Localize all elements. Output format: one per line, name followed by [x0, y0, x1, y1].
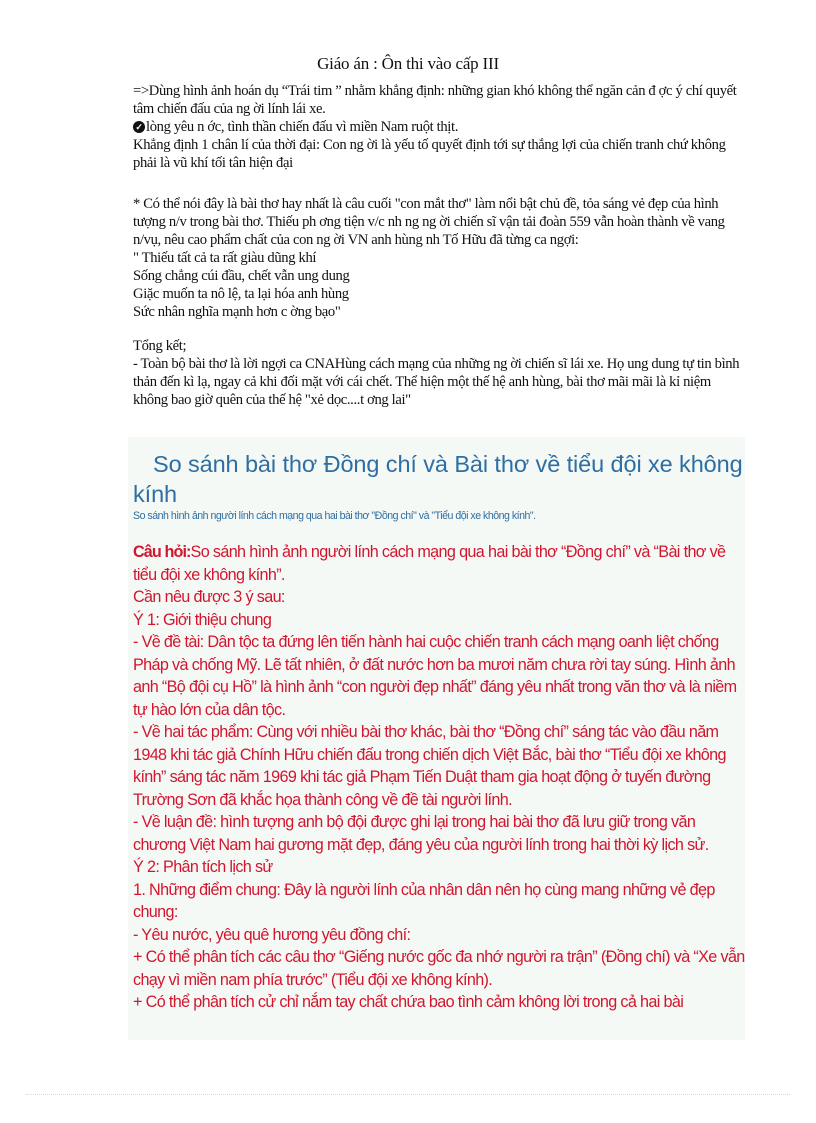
intro-bottom	[133, 195, 745, 409]
article-title-text: So sánh bài thơ Đồng chí và Bài thơ về tiểu đội xe không kính	[133, 451, 743, 507]
body-paragraph: 1. Những điểm chung: Đây là người lính của nhân dân nên họ cùng mang những vẻ đẹp chung:	[133, 880, 715, 921]
body-paragraph: + Có thể phân tích cử chỉ nắm tay chất chứa bao tình cảm không lời trong cả hai bài	[133, 993, 684, 1011]
poem-line: Giặc muốn ta nô lệ, ta lại hóa anh hùng	[133, 286, 349, 302]
body-paragraph: Cần nêu được 3 ý sau:	[133, 588, 285, 606]
intro-paragraph-1: =>Dùng hình ảnh hoán dụ “Trái tim ” nhằm khẳng định: những gian khó không thể ngăn cản đ ợc ý chí quyết tâm chiến đấu của ng ời lính lái xe.	[133, 83, 737, 117]
poem-line: Sức nhân nghĩa mạnh hơn c ờng bạo"	[133, 304, 341, 320]
intro-paragraph-2-text: lòng yêu n ớc, tình thần chiến đấu vì miền Nam ruột thịt.	[146, 119, 459, 135]
footer-rule	[26, 1094, 790, 1095]
article-body	[133, 541, 745, 1014]
intro-paragraph-2	[133, 118, 745, 136]
article-subtitle: So sánh hình ảnh người lính cách mạng qua hai bài thơ "Đồng chí" và "Tiểu đội xe không kính".	[133, 510, 536, 522]
intro-top	[133, 82, 745, 172]
intro-paragraph-4: * Có thể nói đây là bài thơ hay nhất là câu cuối "con mắt thơ" làm nổi bật chủ đề, tỏa sáng vẻ đẹp của hình tượng n/v trong bài thơ. Thiếu ph ơng tiện v/c nh ng ng ời chiến sĩ vận tải đoàn 559 vẫn hoàn thành về vang n/vụ, nêu cao phẩm chất của con ng ời VN anh hùng nh Tố Hữu đã từng ca ngợi:	[133, 196, 725, 248]
summary-label: Tổng kết;	[133, 338, 187, 354]
article-title	[133, 449, 745, 509]
body-paragraph: Ý 2: Phân tích lịch sử	[133, 858, 273, 876]
intro-paragraph-3: Khẳng định 1 chân lí của thời đại: Con ng ời là yếu tố quyết định tới sự thắng lợi của chiến tranh chứ không phải là vũ khí tối tân hiện đại	[133, 137, 726, 171]
body-paragraph: - Về luận đề: hình tượng anh bộ đội được ghi lại trong hai bài thơ đã lưu giữ trong văn chương Việt Nam hai gương mặt đẹp, đáng yêu của người lính trong hai thời kỳ lịch sử.	[133, 813, 709, 854]
body-paragraph: Ý 1: Giới thiệu chung	[133, 610, 272, 629]
page-header: Giáo án : Ôn thi vào cấp III	[317, 54, 499, 73]
spacer	[133, 321, 745, 337]
poem-line: " Thiếu tất cả ta rất giàu dũng khí	[133, 250, 317, 266]
question-text: So sánh hình ảnh người lính cách mạng qua hai bài thơ “Đồng chí” và “Bài thơ về tiểu đội xe không kính”.	[133, 543, 726, 584]
question-paragraph	[133, 541, 745, 586]
article-panel	[128, 437, 745, 1040]
bullet-icon: ✓	[133, 121, 145, 133]
body-paragraph: + Có thể phân tích các câu thơ “Giếng nước gốc đa nhớ người ra trận” (Đồng chí) và “Xe vẫn chạy vì miền nam phía trước” (Tiểu đội xe không kính).	[133, 948, 745, 989]
body-paragraph: - Yêu nước, yêu quê hương yêu đồng chí:	[133, 925, 411, 944]
body-paragraph: - Về đề tài: Dân tộc ta đứng lên tiến hành hai cuộc chiến tranh cách mạng oanh liệt chống Pháp và chống Mỹ. Lẽ tất nhiên, ở đất nước hơn ba mươi năm chưa rời tay súng. Hình ảnh anh “Bộ đội cụ Hồ” là hình ảnh “con người đẹp nhất” đáng yêu nhất trong văn thơ và là niềm tự hào lớn của dân tộc.	[133, 633, 737, 719]
poem-line: Sống chẳng cúi đầu, chết vẫn ung dung	[133, 268, 350, 284]
question-label: Câu hỏi:	[133, 543, 191, 561]
summary-text: - Toàn bộ bài thơ là lời ngợi ca CNAHùng cách mạng của những ng ời chiến sĩ lái xe. Họ ung dung tự tin bình thản đến kì lạ, ngay cả khi đối mặt với cái chết. Thể hiện một thế hệ anh hùng, bài thơ mãi mãi là kỉ niệm không bao giờ quên của thế hệ "xẻ dọc....t ơng lai"	[133, 356, 740, 408]
body-paragraph: - Về hai tác phẩm: Cùng với nhiều bài thơ khác, bài thơ “Đồng chí” sáng tác vào đầu năm 1948 khi tác giả Chính Hữu chiến đấu trong chiến dịch Việt Bắc, bài thơ “Tiểu đội xe không kính” sáng tác năm 1969 khi tác giả Phạm Tiến Duật tham gia hoạt động ở tuyến đường Trường Sơn đã khắc họa thành công về đề tài người lính.	[133, 723, 726, 809]
